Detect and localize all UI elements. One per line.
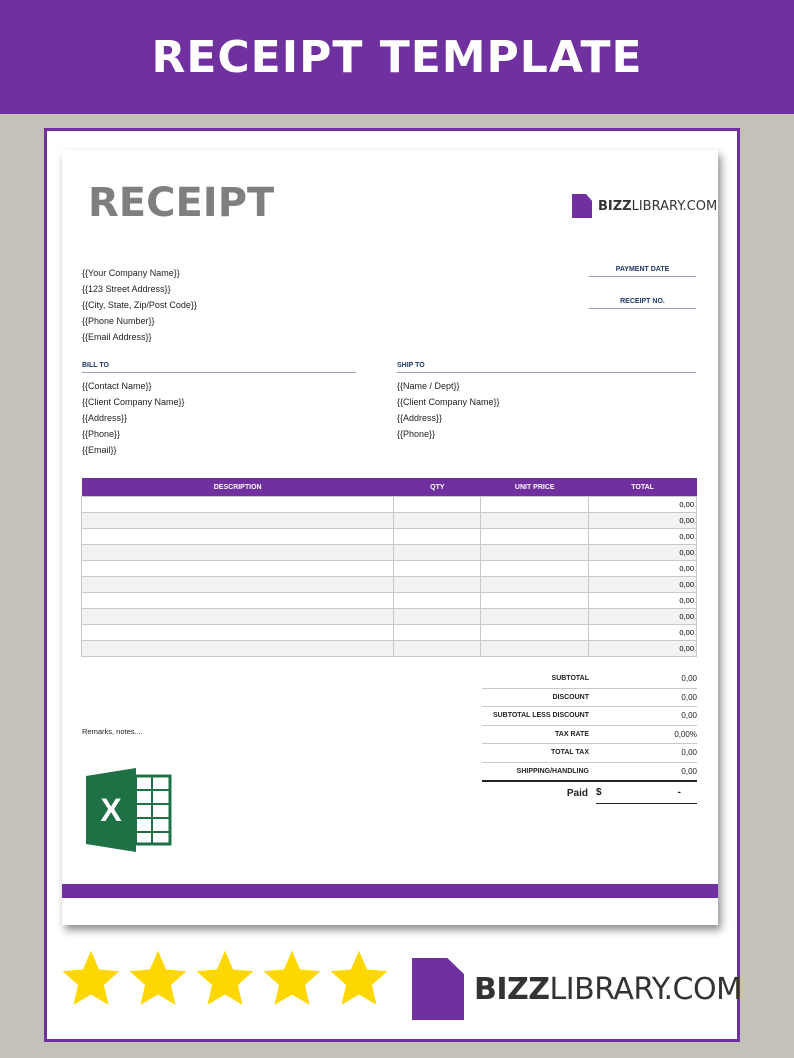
bill-email: {{Email}} bbox=[82, 445, 117, 455]
total-cell: 0,00 bbox=[589, 545, 697, 561]
qty-cell[interactable] bbox=[394, 497, 481, 513]
company-email: {{Email Address}} bbox=[82, 332, 152, 342]
totals-row bbox=[482, 726, 697, 745]
totals-label: TAX RATE bbox=[555, 730, 589, 738]
table-row bbox=[82, 561, 697, 577]
document-icon bbox=[412, 958, 464, 1020]
svg-text:X: X bbox=[100, 792, 122, 828]
description-cell[interactable] bbox=[82, 593, 394, 609]
qty-cell[interactable] bbox=[394, 529, 481, 545]
totals-label: DISCOUNT bbox=[552, 693, 589, 701]
table-row bbox=[82, 577, 697, 593]
qty-cell[interactable] bbox=[394, 609, 481, 625]
qty-cell[interactable] bbox=[394, 593, 481, 609]
totals-row bbox=[482, 670, 697, 689]
unit-price-cell[interactable] bbox=[481, 529, 589, 545]
total-cell: 0,00 bbox=[589, 625, 697, 641]
totals-label: TOTAL TAX bbox=[551, 749, 589, 757]
totals-row bbox=[482, 744, 697, 763]
company-name: {{Your Company Name}} bbox=[82, 268, 180, 278]
receipt-no-label: RECEIPT NO. bbox=[589, 298, 696, 309]
company-city: {{City, State, Zip/Post Code}} bbox=[82, 300, 197, 310]
description-cell[interactable] bbox=[82, 513, 394, 529]
total-cell: 0,00 bbox=[589, 513, 697, 529]
paid-row bbox=[532, 782, 697, 804]
description-cell[interactable] bbox=[82, 529, 394, 545]
header-qty: QTY bbox=[394, 478, 481, 497]
totals-value: 0,00 bbox=[681, 748, 697, 758]
qty-cell[interactable] bbox=[394, 545, 481, 561]
table-header-row bbox=[82, 478, 697, 497]
ship-to-label: SHIP TO bbox=[397, 362, 696, 373]
table-row bbox=[82, 513, 697, 529]
logo-large-rest: LIBRARY.COM bbox=[549, 971, 742, 1007]
qty-cell[interactable] bbox=[394, 561, 481, 577]
totals-row bbox=[482, 689, 697, 708]
paid-label: Paid bbox=[566, 787, 588, 799]
bill-to-label: BILL TO bbox=[82, 362, 356, 373]
star-icon bbox=[328, 948, 390, 1010]
qty-cell[interactable] bbox=[394, 513, 481, 529]
description-cell[interactable] bbox=[82, 641, 394, 657]
logo-rest: LIBRARY.COM bbox=[631, 198, 718, 214]
logo-large-bold: BIZZ bbox=[474, 971, 550, 1007]
table-row bbox=[82, 529, 697, 545]
header-total: TOTAL bbox=[589, 478, 697, 497]
bill-address: {{Address}} bbox=[82, 413, 128, 423]
qty-cell[interactable] bbox=[394, 625, 481, 641]
totals-row bbox=[482, 707, 697, 726]
ship-name: {{Name / Dept}} bbox=[397, 381, 460, 391]
bill-company: {{Client Company Name}} bbox=[82, 397, 185, 407]
company-phone: {{Phone Number}} bbox=[82, 316, 155, 326]
star-icon bbox=[60, 948, 122, 1010]
totals-value: 0,00 bbox=[681, 711, 697, 721]
payment-date-label: PAYMENT DATE bbox=[589, 266, 696, 277]
receipt-sheet bbox=[62, 150, 718, 925]
items-table bbox=[81, 478, 697, 657]
totals-label: SUBTOTAL bbox=[551, 675, 589, 683]
bill-contact: {{Contact Name}} bbox=[82, 381, 152, 391]
totals-value: 0,00 bbox=[681, 692, 697, 702]
page-banner bbox=[0, 0, 794, 114]
bizzlibrary-logo bbox=[572, 194, 717, 218]
excel-icon bbox=[86, 768, 176, 852]
total-cell: 0,00 bbox=[589, 561, 697, 577]
description-cell[interactable] bbox=[82, 497, 394, 513]
totals-label: SHIPPING/HANDLING bbox=[516, 767, 589, 775]
unit-price-cell[interactable] bbox=[481, 497, 589, 513]
rating-stars bbox=[60, 948, 395, 1010]
ship-address: {{Address}} bbox=[397, 413, 443, 423]
ship-phone: {{Phone}} bbox=[397, 429, 436, 439]
unit-price-cell[interactable] bbox=[481, 641, 589, 657]
company-block bbox=[82, 265, 197, 345]
unit-price-cell[interactable] bbox=[481, 513, 589, 529]
totals-row bbox=[482, 763, 697, 783]
unit-price-cell[interactable] bbox=[481, 625, 589, 641]
unit-price-cell[interactable] bbox=[481, 561, 589, 577]
qty-cell[interactable] bbox=[394, 577, 481, 593]
remarks-text: Remarks, notes.... bbox=[82, 727, 143, 736]
total-cell: 0,00 bbox=[589, 577, 697, 593]
footer-bar bbox=[62, 884, 718, 898]
description-cell[interactable] bbox=[82, 545, 394, 561]
bizzlibrary-logo-large bbox=[412, 958, 742, 1020]
star-icon bbox=[261, 948, 323, 1010]
description-cell[interactable] bbox=[82, 561, 394, 577]
header-description: DESCRIPTION bbox=[82, 478, 394, 497]
star-icon bbox=[127, 948, 189, 1010]
bill-phone: {{Phone}} bbox=[82, 429, 121, 439]
unit-price-cell[interactable] bbox=[481, 577, 589, 593]
table-row bbox=[82, 497, 697, 513]
paid-currency: $ bbox=[596, 787, 602, 798]
banner-title: RECEIPT TEMPLATE bbox=[151, 31, 643, 83]
totals-value: 0,00% bbox=[674, 729, 697, 739]
qty-cell[interactable] bbox=[394, 641, 481, 657]
total-cell: 0,00 bbox=[589, 609, 697, 625]
table-row bbox=[82, 593, 697, 609]
unit-price-cell[interactable] bbox=[481, 593, 589, 609]
description-cell[interactable] bbox=[82, 577, 394, 593]
table-row bbox=[82, 609, 697, 625]
description-cell[interactable] bbox=[82, 625, 394, 641]
table-row bbox=[82, 641, 697, 657]
document-icon bbox=[572, 194, 592, 218]
star-icon bbox=[194, 948, 256, 1010]
total-cell: 0,00 bbox=[589, 641, 697, 657]
ship-company: {{Client Company Name}} bbox=[397, 397, 500, 407]
paid-value: - bbox=[677, 787, 681, 798]
totals-label: SUBTOTAL LESS DISCOUNT bbox=[492, 712, 589, 720]
header-unit-price: UNIT PRICE bbox=[481, 478, 589, 497]
bill-to-block bbox=[82, 378, 185, 458]
unit-price-cell[interactable] bbox=[481, 609, 589, 625]
total-cell: 0,00 bbox=[589, 529, 697, 545]
totals-block bbox=[482, 670, 697, 782]
ship-to-block bbox=[397, 378, 500, 442]
company-street: {{123 Street Address}} bbox=[82, 284, 171, 294]
total-cell: 0,00 bbox=[589, 497, 697, 513]
totals-value: 0,00 bbox=[681, 766, 697, 776]
table-row bbox=[82, 545, 697, 561]
totals-value: 0,00 bbox=[681, 674, 697, 684]
receipt-title: RECEIPT bbox=[88, 180, 275, 226]
total-cell: 0,00 bbox=[589, 593, 697, 609]
table-row bbox=[82, 625, 697, 641]
logo-bold: BIZZ bbox=[598, 198, 632, 214]
unit-price-cell[interactable] bbox=[481, 545, 589, 561]
description-cell[interactable] bbox=[82, 609, 394, 625]
